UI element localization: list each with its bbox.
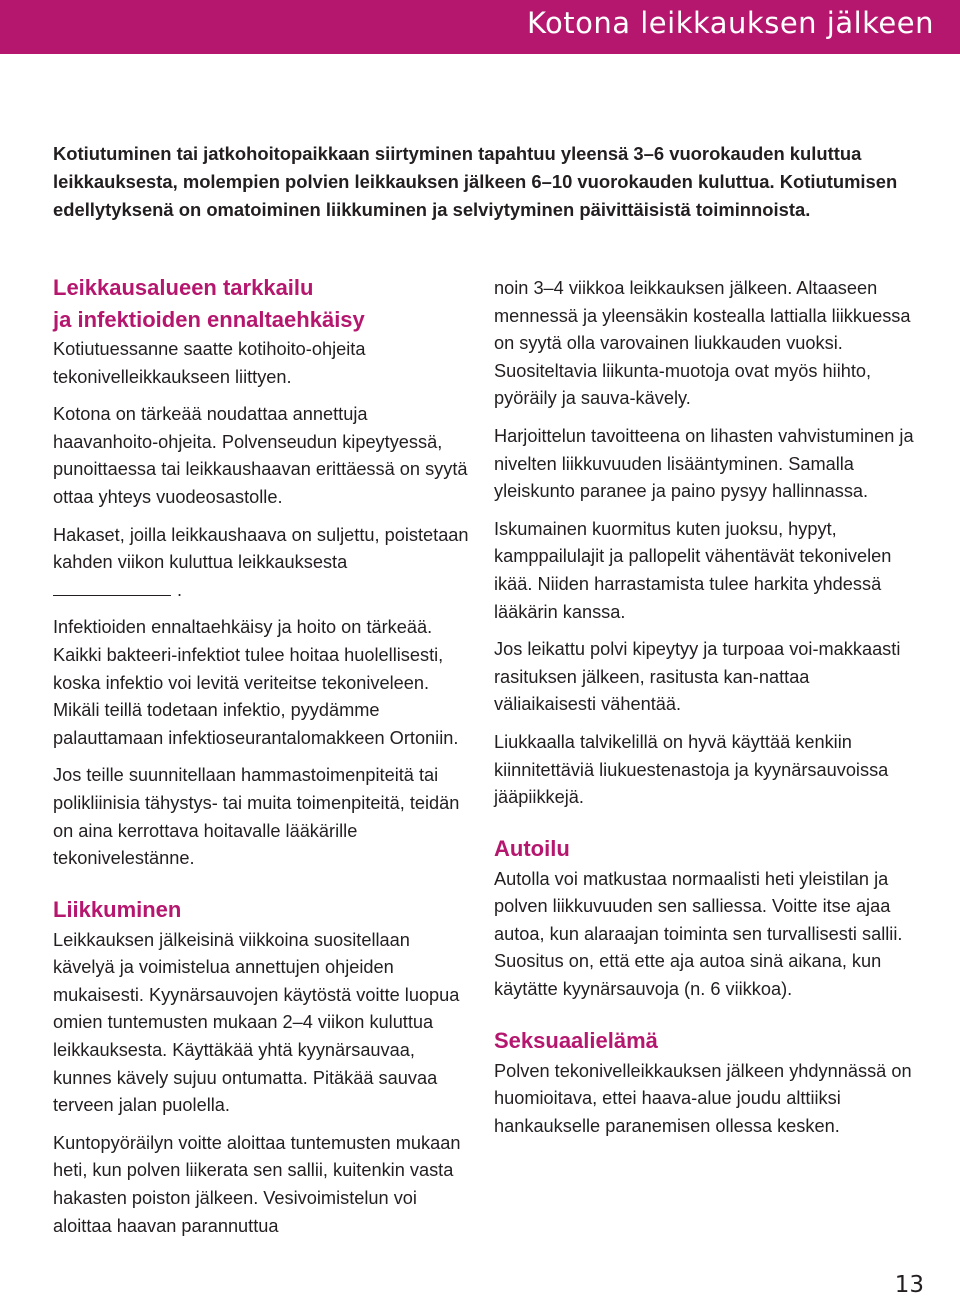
staples-text-end: . xyxy=(177,579,183,600)
paragraph-infection-prevention: Infektioiden ennaltaehkäisy ja hoito on tärkeää. Kaikki bakteeri-infektiot tulee hoitaa huolellisesti, koska infektio voi levitä veriteitse tekoniveleen. Mikäli teillä todetaan infektio, pyydämme palauttamaan infektioseurantalomakkeen Ortoniin. xyxy=(53,617,459,748)
section-heading-mobility: Liikkuminen xyxy=(53,896,182,922)
section-heading-line-1: Leikkausalueen tarkkailu xyxy=(53,275,314,300)
page-number: 13 xyxy=(894,1272,924,1298)
staples-text: Hakaset, joilla leikkaushaava on suljettu, poistetaan kahden viikon kuluttua leikkauksesta xyxy=(53,524,469,573)
fill-in-blank xyxy=(53,595,171,596)
paragraph-dental-procedures: Jos teille suunnitellaan hammastoimenpiteitä tai polikliinisia tähystys- tai muita toimenpiteitä, teidän on aina kerrottava hoitavalle lääkärille tekonivelestänne. xyxy=(53,765,460,869)
paragraph-wound-care: Kotona on tärkeää noudattaa annettuja haavanhoito-ohjeita. Polvenseudun kipeytyessä, punoittaessa tai leikkaushaavan erittäessä on syytä ottaa yhteys vuodeosastolle. xyxy=(53,404,468,507)
paragraph-exercise-goal: Harjoittelun tavoitteena on lihasten vahvistuminen ja nivelten liikkuvuuden lisääntyminen. Samalla yleiskunto paranee ja paino pysyy hallinnassa. xyxy=(494,425,914,502)
paragraph-cycling: Kuntopyöräilyn voitte aloittaa tuntemusten mukaan heti, kun polven liikerata sen sallii, kuitenkin vasta hakasten poiston jälkeen. Vesivoimistelun voi aloittaa haavan parannuttua xyxy=(53,1132,461,1236)
paragraph-swimming: noin 3–4 viikkoa leikkauksen jälkeen. Altaaseen mennessä ja yleensäkin kostealla lattialla liikkuessa on syytä olla varovainen liukkauden vuoksi. Suositeltavia liikunta-muotoja ovat myös hiihto, pyöräily ja sauva-kävely. xyxy=(494,278,911,409)
header-band xyxy=(0,0,960,54)
paragraph-driving: Autolla voi matkustaa normaalisti heti yleistilan ja polven liikkuvuuden sen salliessa. Voitte itse ajaa autoa, kun alaraajan toiminta sen turvallisesti sallii. Suositus on, että ette aja autoa sinä aikana, kun käytätte kyynärsauvoja (n. 6 viikkoa). xyxy=(494,868,903,1000)
section-heading-line-2: ja infektioiden ennaltaehkäisy xyxy=(53,307,365,332)
left-column xyxy=(53,272,473,1250)
page-title: Kotona leikkauksen jälkeen xyxy=(526,6,934,40)
paragraph-walking: Leikkauksen jälkeisinä viikkoina suositellaan kävelyä ja voimistelua annettujen ohjeiden mukaisesti. Kyynärsauvojen käytöstä voitte luopua omien tuntemusten mukaan 2–4 viikon kuluttua leikkauksesta. Käyttäkää yhtä kyynärsauvaa, kunnes kävely sujuu ontumatta. Pitäkää sauvaa terveen jalan puolella. xyxy=(53,929,460,1116)
section-heading-wound-care xyxy=(53,272,473,336)
paragraph-staples xyxy=(53,522,473,605)
section-heading-driving: Autoilu xyxy=(494,835,570,861)
paragraph-winter-safety: Liukkaalla talvikelillä on hyvä käyttää kenkiin kiinnitettäviä liukuestenastoja ja kyynärsauvoissa jääpiikkejä. xyxy=(494,731,889,808)
paragraph-knee-strain: Jos leikattu polvi kipeytyy ja turpoaa voi-makkaasti rasituksen jälkeen, rasitusta kan-nattaa väliaikaisesti vähentää. xyxy=(494,639,901,715)
paragraph-impact-load: Iskumainen kuormitus kuten juoksu, hypyt, kamppailulajit ja pallopelit vähentävät tekonivelen ikää. Niiden harrastamista tulee harkita yhdessä lääkärin kanssa. xyxy=(494,518,892,622)
paragraph-sexuality: Polven tekonivelleikkauksen jälkeen yhdynnässä on huomioitava, ettei haava-alue joudu alttiiksi hankaukselle paranemisen ollessa kesken. xyxy=(494,1060,912,1136)
right-column xyxy=(494,275,914,1150)
paragraph-discharge-instructions: Kotiutuessanne saatte kotihoito-ohjeita tekonivelleikkaukseen liittyen. xyxy=(53,339,366,387)
intro-paragraph: Kotiutuminen tai jatkohoitopaikkaan siirtyminen tapahtuu yleensä 3–6 vuorokauden kuluttua leikkauksesta, molempien polvien leikkauksen jälkeen 6–10 vuorokauden kuluttua. Kotiutumisen edellytyksenä on omatoiminen liikkuminen ja selviytyminen päivittäisistä toiminnoista. xyxy=(53,143,898,221)
section-heading-sexuality: Seksuaalielämä xyxy=(494,1027,658,1053)
